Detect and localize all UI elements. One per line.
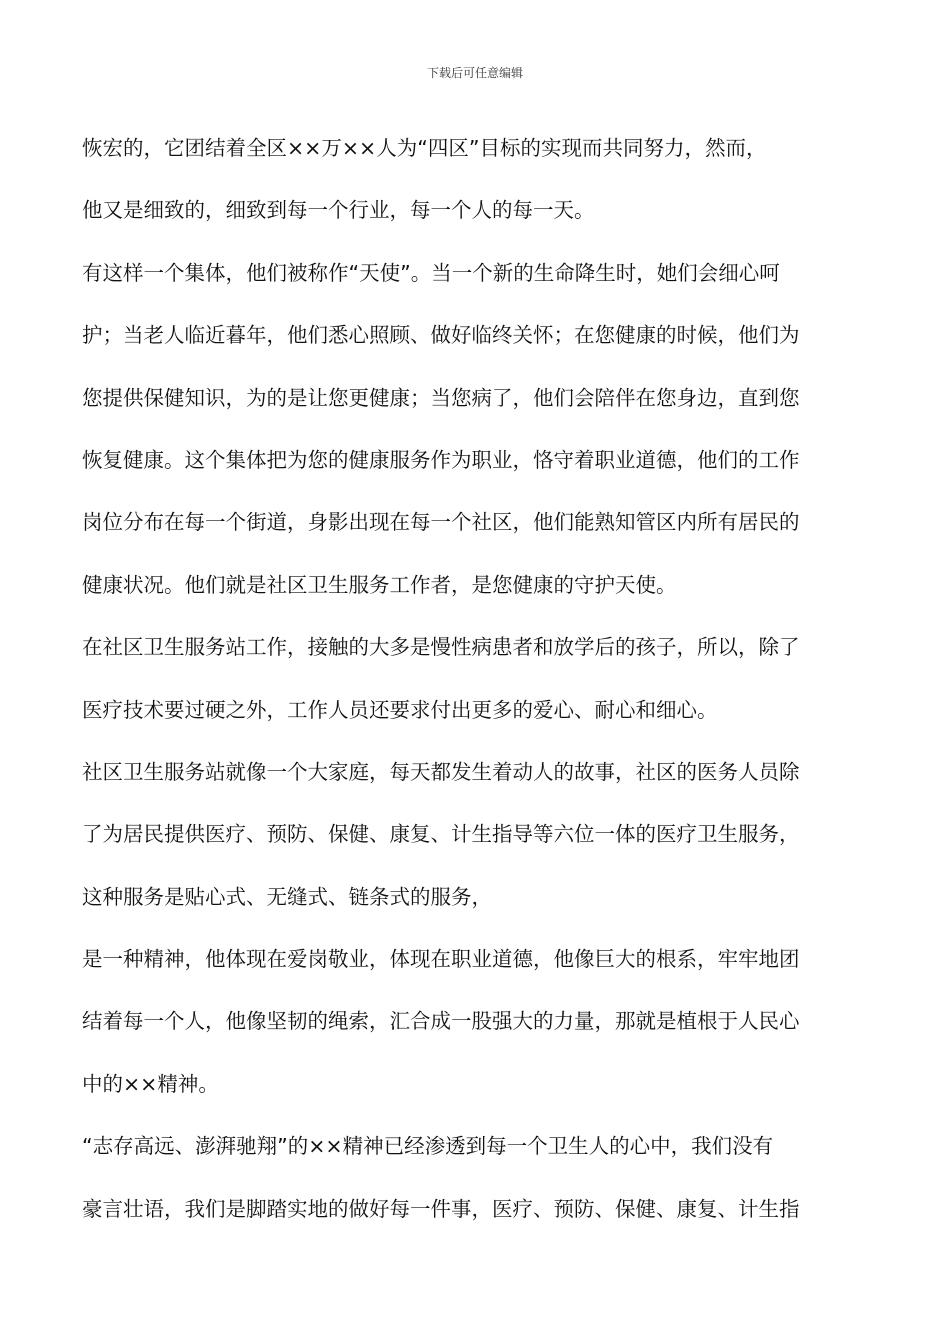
text-line-11: 社区卫生服务站就像一个大家庭，每天都发生着动人的故事，社区的医务人员除 <box>82 759 800 784</box>
text-line-6: 恢复健康。这个集体把为您的健康服务作为职业，恪守着职业道德，他们的工作 <box>82 447 800 472</box>
document-body <box>82 117 872 1240</box>
text-line-12: 了为居民提供医疗、预防、保健、康复、计生指导等六位一体的医疗卫生服务， <box>82 822 800 847</box>
text-line-17: “志存高远、澎湃驰翔”的××精神已经渗透到每一个卫生人的心中，我们没有 <box>82 1134 774 1159</box>
text-line-14: 是一种精神，他体现在爱岗敬业，体现在职业道德，他像巨大的根系，牢牢地团 <box>82 947 800 972</box>
text-line-2: 他又是细致的，细致到每一个行业，每一个人的每一天。 <box>82 198 595 223</box>
text-line-8: 健康状况。他们就是社区卫生服务工作者，是您健康的守护天使。 <box>82 572 677 597</box>
text-line-18: 豪言壮语，我们是脚踏实地的做好每一件事，医疗、预防、保健、康复、计生指 <box>82 1196 800 1221</box>
text-line-13: 这种服务是贴心式、无缝式、链条式的服务， <box>82 884 492 909</box>
text-line-9: 在社区卫生服务站工作，接触的大多是慢性病患者和放学后的孩子，所以，除了 <box>82 635 800 660</box>
page-header-note: 下载后可任意编辑 <box>426 66 523 80</box>
text-line-1: 恢宏的，它团结着全区××万××人为“四区”目标的实现而共同努力，然而， <box>82 136 767 160</box>
text-line-5: 您提供保健知识，为的是让您更健康；当您病了，他们会陪伴在您身边，直到您 <box>82 385 800 410</box>
text-line-3: 有这样一个集体，他们被称作“天使”。当一个新的生命降生时，她们会细心呵 <box>82 260 780 285</box>
text-line-16: 中的××精神。 <box>82 1071 219 1096</box>
text-line-10: 医疗技术要过硬之外，工作人员还要求付出更多的爱心、耐心和细心。 <box>82 697 718 722</box>
text-line-4: 护；当老人临近暮年，他们悉心照顾、做好临终关怀；在您健康的时候，他们为 <box>82 323 800 348</box>
text-line-7: 岗位分布在每一个街道，身影出现在每一个社区，他们能熟知管区内所有居民的 <box>82 510 800 535</box>
text-line-15: 结着每一个人，他像坚韧的绳索，汇合成一股强大的力量，那就是植根于人民心 <box>82 1009 800 1034</box>
